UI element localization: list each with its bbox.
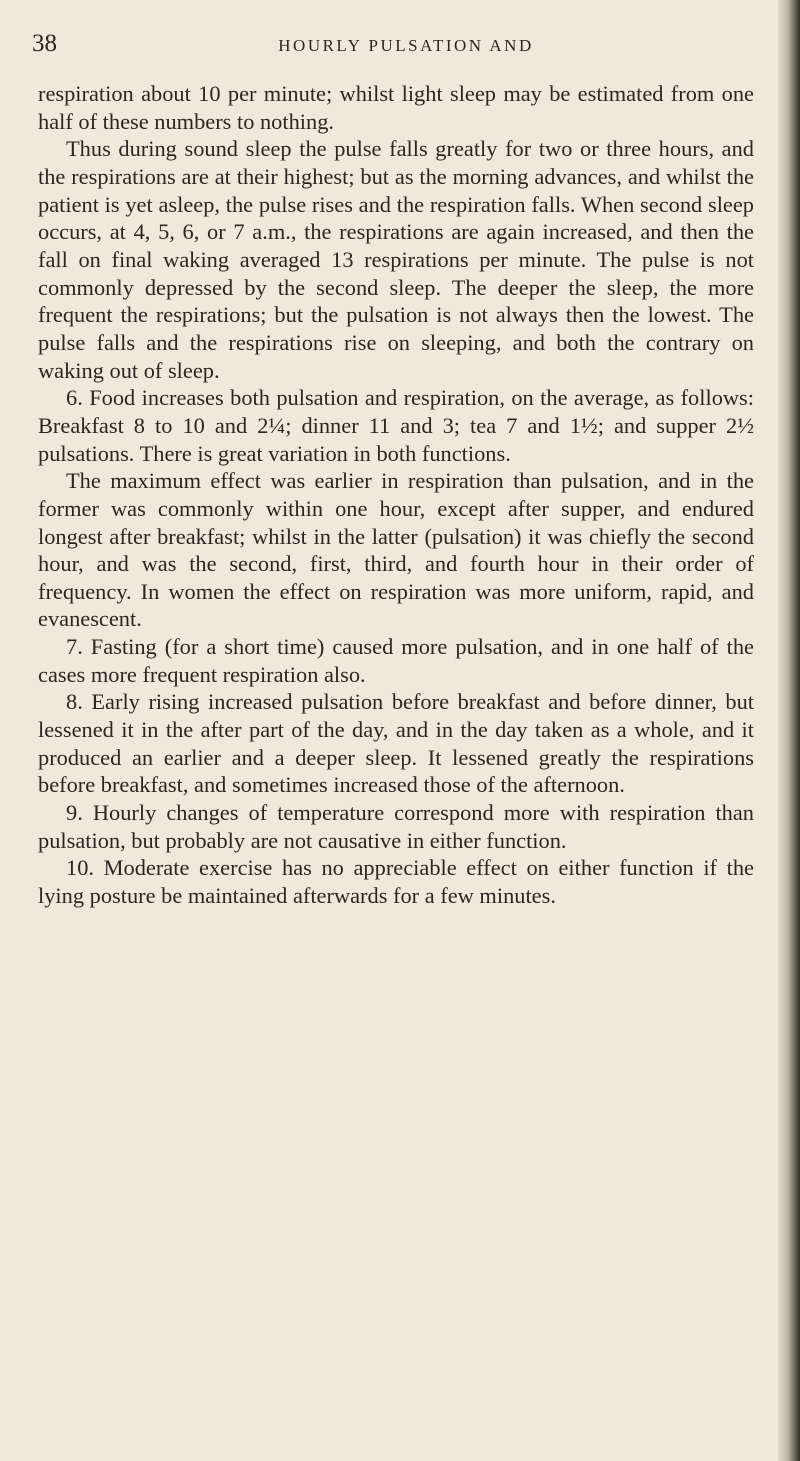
- page-number: 38: [32, 30, 57, 57]
- paragraph-fasting: 7. Fasting (for a short time) caused more pulsation, and in one half of the cases more frequent respiration also.: [38, 634, 754, 687]
- paragraph-exercise: 10. Moderate exercise has no appreciable effect on either function if the lying posture be maintained afterwards for a few minutes.: [38, 855, 754, 909]
- paragraph-early-rising: 8. Early rising increased pulsation before breakfast and before dinner, but lessened it in the after part of the day, and in the day taken as a whole, and it produced an earlier and a deeper sleep. It lessened greatly the respirations before breakfast, and sometimes increased those of the afternoon.: [38, 689, 754, 798]
- paragraph-food: 6. Food increases both pulsation and respiration, on the average, as follows: Breakfast 8 to 10 and 2¼; dinner 11 and 3; tea 7 and 1½; and supper 2½ pulsations. There is great variation in both functions.: [38, 385, 754, 466]
- page-header: [32, 30, 752, 70]
- paragraph-sleep: Thus during sound sleep the pulse falls greatly for two or three hours, and the respirations are at their highest; but as the morning advances, and whilst the patient is yet asleep, the pulse rises and the respiration falls. When second sleep occurs, at 4, 5, 6, or 7 a.m., the respirations are again increased, and then the fall on final waking averaged 13 respirations per minute. The pulse is not commonly depressed by the second sleep. The deeper the sleep, the more frequent the respirations; but the pulsation is not always then the lowest. The pulse falls and the respirations rise on sleeping, and both the contrary on waking out of sleep.: [38, 136, 754, 383]
- paragraph-temperature: 9. Hourly changes of temperature correspond more with respiration than pulsation, but probably are not causative in either function.: [38, 800, 754, 853]
- running-head: HOURLY PULSATION AND: [278, 36, 534, 55]
- paragraph-continuation: respiration about 10 per minute; whilst light sleep may be estimated from one half of these numbers to nothing.: [38, 81, 754, 134]
- paragraph-maximum-effect: The maximum effect was earlier in respiration than pulsation, and in the former was commonly within one hour, except after supper, and endured longest after breakfast; whilst in the latter (pulsation) it was chiefly the second hour, and was the second, first, third, and fourth hour in their order of frequency. In women the effect on respiration was more uniform, rapid, and evanescent.: [38, 468, 754, 632]
- body-text: [38, 80, 754, 910]
- page-edge-shadow: [778, 0, 800, 1461]
